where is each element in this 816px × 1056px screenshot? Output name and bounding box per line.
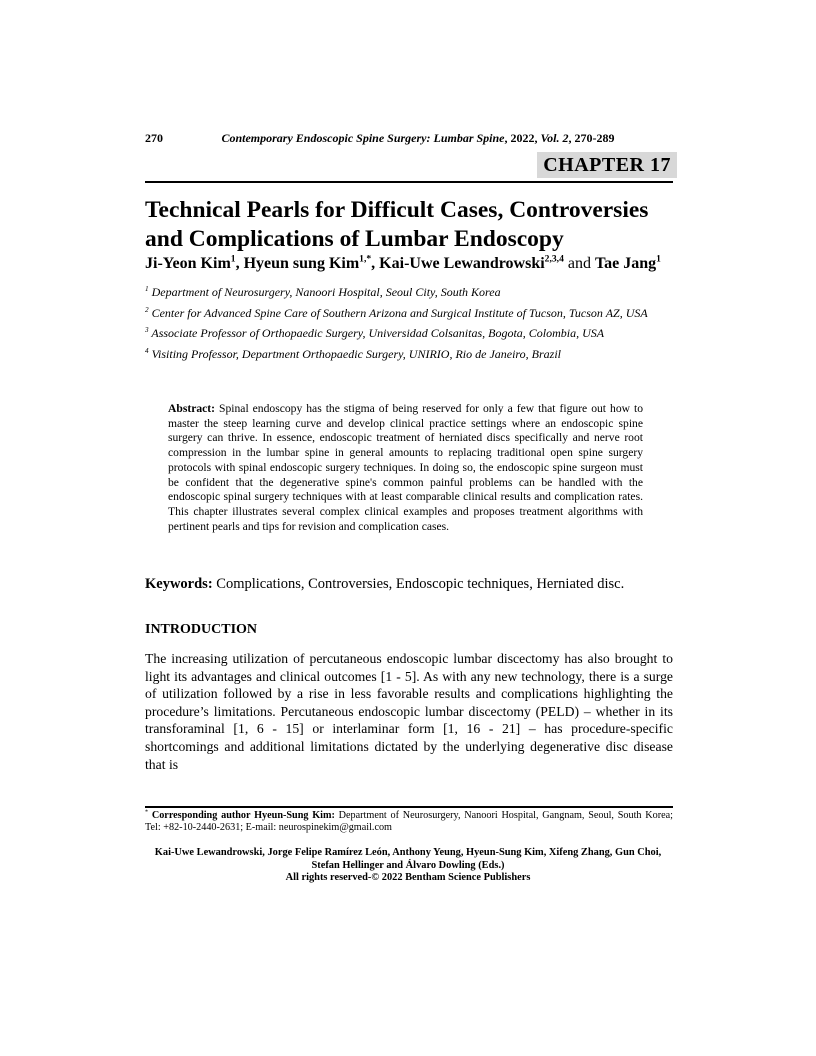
affiliation-superscript: 2 <box>145 305 149 314</box>
author-separator: and <box>563 255 595 272</box>
book-footer <box>154 847 662 885</box>
affiliation-superscript: 3 <box>145 326 149 334</box>
editors-line: Kai-Uwe Lewandrowski, Jorge Felipe Ramírez León, Anthony Yeung, Hyeun-Sung Kim, Xifeng Zhang, Gun Choi, Stefan Hellinger and Álvaro Dowling (Eds.) <box>154 847 662 871</box>
corresponding-author-note <box>145 810 673 833</box>
author-name: Ji-Yeon Kim <box>145 255 231 272</box>
journal-title <box>163 131 673 145</box>
author-separator: , <box>235 255 244 272</box>
affiliation-list <box>145 283 673 365</box>
affiliation-superscript: 4 <box>145 346 149 355</box>
introduction-heading: INTRODUCTION <box>145 622 258 637</box>
header-rule <box>145 181 673 183</box>
author-name: Tae Jang <box>594 255 657 272</box>
affiliation-item <box>145 304 673 323</box>
keywords <box>145 576 667 593</box>
affiliation-text: Visiting Professor, Department Orthopaedic Surgery, UNIRIO, Rio de Janeiro, Brazil <box>148 346 561 361</box>
author-affiliation-superscript: 1 <box>656 253 661 265</box>
running-header <box>145 131 673 145</box>
journal-title-segment: Vol. 2 <box>540 131 569 145</box>
abstract <box>168 402 643 534</box>
author-affiliation-superscript: 1 <box>230 253 236 265</box>
page-number: 270 <box>145 131 163 145</box>
journal-title-segment: , 270-289 <box>568 131 615 145</box>
affiliation-text: Associate Professor of Orthopaedic Surgery, Universidad Colsanitas, Bogota, Colombia, USA <box>148 326 605 340</box>
affiliation-text: Center for Advanced Spine Care of Southern Arizona and Surgical Institute of Tucson, Tucson AZ, USA <box>148 305 648 320</box>
journal-title-segment: Contemporary Endoscopic Spine Surgery: Lumbar Spine <box>221 131 505 145</box>
footnote-label: Corresponding author Hyeun-Sung Kim: <box>151 810 335 821</box>
author-affiliation-superscript: 1,* <box>359 253 372 265</box>
author-affiliation-superscript: 2,3,4 <box>544 253 564 265</box>
affiliation-superscript: 1 <box>145 285 149 293</box>
footnote-rule <box>145 806 673 808</box>
author-list <box>145 254 705 274</box>
keywords-label: Keywords: <box>145 576 213 592</box>
journal-title-segment: , 2022, <box>504 131 541 145</box>
author-name: Kai-Uwe Lewandrowski <box>379 255 545 272</box>
abstract-label: Abstract: <box>168 402 216 415</box>
article-title: Technical Pearls for Difficult Cases, Controversies and Complications of Lumbar Endoscopy <box>145 197 649 252</box>
affiliation-item <box>145 283 673 302</box>
affiliation-item <box>145 324 673 343</box>
footnote-marker: * <box>145 809 149 816</box>
affiliation-item <box>145 345 673 364</box>
affiliation-text: Department of Neurosurgery, Nanoori Hospital, Seoul City, South Korea <box>148 285 501 299</box>
author-separator: , <box>371 255 380 272</box>
footnote-text: Department of Neurosurgery, Nanoori Hospital, Gangnam, Seoul, South Korea; Tel: +82-10-2440-2631; E-mail: neurospinekim@gmail.com <box>145 810 674 833</box>
chapter-badge: CHAPTER 17 <box>537 152 677 178</box>
keywords-text: Complications, Controversies, Endoscopic techniques, Herniated disc. <box>216 576 625 592</box>
copyright-line: All rights reserved-© 2022 Bentham Science Publishers <box>285 872 531 884</box>
introduction-paragraph: The increasing utilization of percutaneous endoscopic lumbar discectomy has also brought to light its advantages and clinical outcomes [1 - 5]. As with any new technology, there is a surge of utilization followed by a rise in less favorable results and complications highlighting the procedure’s limitations. Percutaneous endoscopic lumbar discectomy (PELD) – whether in its transforaminal [1, 6 - 15] or interlaminar form [1, 16 - 21] – has procedure-specific shortcomings and additional limitations dictated by the underlying degenerative disc disease that is <box>145 651 673 772</box>
abstract-text: Spinal endoscopy has the stigma of being reserved for only a few that figure out how to master the steep learning curve and develop clinical practice settings where an endoscopic spine surgery can thrive. In essence, endoscopic treatment of herniated discs specifically and nerve root compression in the lumbar spine in general amounts to replacing traditional open spine surgery protocols with spinal endoscopic surgery techniques. In doing so, the endoscopic spine surgeon must be confident that the degenerative spine's common painful problems can be handled with the endoscopic spinal surgery techniques with at least comparable clinical results and complication rates. This chapter illustrates several complex clinical examples and proposes treatment algorithms with pertinent pearls and tips for revision and complication cases. <box>168 402 644 533</box>
author-name: Hyeun sung Kim <box>243 255 360 272</box>
